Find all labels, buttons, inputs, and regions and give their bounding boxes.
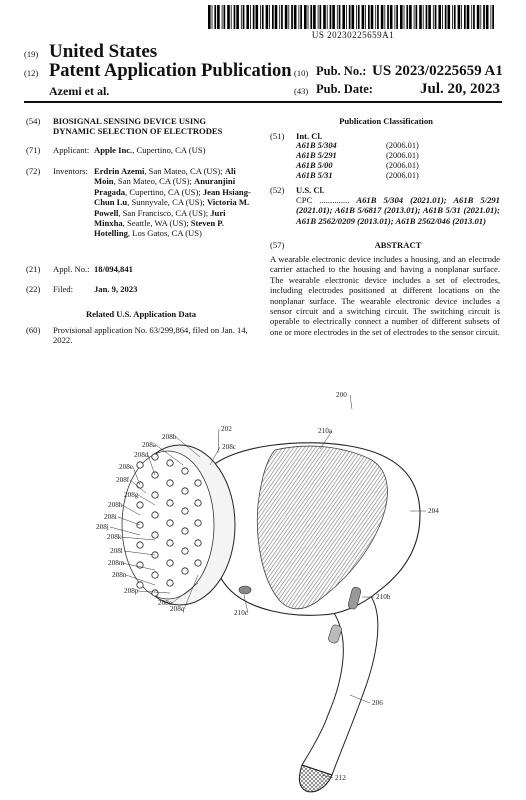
intcl-version: (2006.01) xyxy=(386,171,419,180)
barcode-bar xyxy=(275,5,278,29)
electrode-label-208j: 208j xyxy=(96,523,109,531)
electrode xyxy=(167,540,173,546)
code-10: (10) xyxy=(294,68,309,78)
barcode-bar xyxy=(358,5,360,29)
filed-code: (22) xyxy=(26,284,41,294)
electrode xyxy=(152,572,158,578)
electrode xyxy=(195,560,201,566)
barcode-bar xyxy=(227,5,230,29)
inventor-name: Juri Minxha xyxy=(94,207,226,229)
inventor-location: , Los Gatos, CA (US) xyxy=(127,228,202,239)
electrode xyxy=(152,532,158,538)
barcode-bar xyxy=(224,5,226,29)
barcode-bar xyxy=(272,5,274,29)
barcode-bar xyxy=(243,5,245,29)
barcode-bar xyxy=(236,5,239,29)
electrode-label-208e: 208e xyxy=(119,463,133,471)
barcode-bar xyxy=(342,5,345,29)
barcode-bar xyxy=(337,5,338,29)
barcode-bar xyxy=(362,5,365,29)
barcode-bar xyxy=(400,5,403,29)
barcode-bar xyxy=(246,5,249,29)
electrode-label-208l: 208l xyxy=(110,547,123,555)
barcode-bar xyxy=(473,5,475,29)
barcode-bar xyxy=(467,5,470,29)
abstract-heading: ABSTRACT xyxy=(374,240,422,250)
barcode-bar xyxy=(291,5,293,29)
barcode-bar xyxy=(323,5,326,29)
intcl-label: Int. Cl. xyxy=(296,131,323,141)
electrode xyxy=(182,528,188,534)
intcl-class: A61B 5/304 xyxy=(296,141,337,150)
barcode-bar xyxy=(352,5,355,29)
barcode-bar xyxy=(426,5,428,29)
cpc-block xyxy=(296,195,500,226)
pub-no: US 2023/0225659 A1 xyxy=(372,63,503,79)
barcode-bar xyxy=(492,5,494,29)
barcode-bar xyxy=(416,5,418,29)
barcode-bar xyxy=(288,5,289,29)
electrode xyxy=(152,590,158,596)
inventor-location: , San Mateo, CA (US); xyxy=(113,176,195,187)
inventor-location: , San Mateo, CA (US); xyxy=(144,166,225,176)
pub-date-label: Pub. Date: xyxy=(316,82,373,96)
electrode xyxy=(195,500,201,506)
inventor-name: Steven P. Hotelling xyxy=(94,218,224,239)
doc-type: Patent Application Publication xyxy=(49,61,292,81)
barcode-bar xyxy=(260,5,261,29)
appl-label: Appl. No.: xyxy=(53,264,90,274)
intcl-class: A61B 5/00 xyxy=(296,161,333,170)
barcode-bar xyxy=(304,5,307,29)
barcode-bar xyxy=(390,5,393,29)
intcl-row xyxy=(296,171,496,181)
prov-code: (60) xyxy=(26,325,41,335)
barcode-bar xyxy=(285,5,288,29)
ref-210c-label: 210c xyxy=(234,609,248,617)
filed-date: Jan. 9, 2023 xyxy=(94,284,138,294)
barcode-bar xyxy=(454,5,456,29)
electrode-label-208k: 208k xyxy=(107,533,122,541)
barcode-bar xyxy=(477,5,480,29)
intcl-version: (2006.01) xyxy=(386,161,419,170)
inventors-list xyxy=(94,166,254,239)
electrode-label-208g: 208g xyxy=(124,491,139,499)
barcode-bar xyxy=(241,5,242,29)
electrode-label-208c: 208c xyxy=(222,443,236,451)
barcode-bar xyxy=(212,5,213,29)
electrode-label-208q: 208q xyxy=(170,605,185,613)
intcl-version: (2006.01) xyxy=(386,151,419,160)
figure-drawing xyxy=(40,375,510,795)
barcode-bar xyxy=(486,5,489,29)
electrode xyxy=(182,488,188,494)
barcode-bar xyxy=(396,5,398,29)
invention-title: BIOSIGNAL SENSING DEVICE USING DYNAMIC SELECTION OF ELECTRODES xyxy=(53,116,223,137)
electrode-label-208d: 208d xyxy=(134,451,149,459)
title-code: (54) xyxy=(26,116,41,126)
barcode-bar xyxy=(419,5,422,29)
barcode-bar xyxy=(269,5,270,29)
inventor-location: , San Francisco, CA (US); xyxy=(118,207,211,218)
applicant xyxy=(94,145,254,155)
electrode xyxy=(182,508,188,514)
barcode-bar xyxy=(368,5,370,29)
inventor-name: Jean Hsiang-Chun Lu xyxy=(94,186,251,208)
barcode-bar xyxy=(404,5,405,29)
inventors-label: Inventors: xyxy=(53,166,88,176)
barcode-bar xyxy=(377,5,379,29)
cpc-label: CPC .............. xyxy=(296,195,350,205)
barcode-bar xyxy=(433,5,434,29)
barcode-bar xyxy=(435,5,437,29)
barcode-bar xyxy=(256,5,259,29)
inventor-name: Victoria M. Powell xyxy=(94,197,250,218)
related-heading: Related U.S. Application Data xyxy=(85,309,197,319)
barcode-bar xyxy=(356,5,357,29)
barcode-bar xyxy=(320,5,322,29)
barcode-bar xyxy=(442,5,443,29)
electrode xyxy=(195,540,201,546)
barcode-bar xyxy=(208,5,211,29)
intcl-table xyxy=(296,141,496,181)
code-19: (19) xyxy=(24,49,39,59)
barcode-bar xyxy=(448,5,451,29)
barcode-bar xyxy=(300,5,302,29)
pub-date: Jul. 20, 2023 xyxy=(420,81,501,97)
electrode xyxy=(137,502,143,508)
appl-no: 18/094,841 xyxy=(94,264,133,274)
applicant-name: Apple Inc. xyxy=(94,145,133,155)
barcode-bar xyxy=(491,5,492,29)
applicant-label: Applicant: xyxy=(53,145,90,155)
barcode-bar xyxy=(438,5,441,29)
intcl-row xyxy=(296,161,496,171)
barcode-bar xyxy=(375,5,376,29)
barcode-bar xyxy=(281,5,283,29)
intcl-class: A61B 5/291 xyxy=(296,151,337,160)
electrode-label-208o: 208o xyxy=(158,599,173,607)
barcode-bar xyxy=(327,5,328,29)
barcode-bar xyxy=(294,5,297,29)
intcl-row xyxy=(296,151,496,161)
uscl-code: (52) xyxy=(270,185,285,195)
barcode-bar xyxy=(384,5,385,29)
barcode-bar xyxy=(299,5,300,29)
barcode-number: US 20230225659A1 xyxy=(311,30,395,40)
barcode-bar xyxy=(428,5,431,29)
barcode-bar xyxy=(387,5,389,29)
barcode-bar xyxy=(250,5,251,29)
appl-code: (21) xyxy=(26,264,41,274)
barcode-bar xyxy=(346,5,347,29)
barcode-bar xyxy=(365,5,366,29)
ref-200-label: 200 xyxy=(336,391,347,399)
barcode-bar xyxy=(318,5,319,29)
barcode-bar xyxy=(452,5,453,29)
electrode-label-208n: 208n xyxy=(112,571,127,579)
electrode-label-208b: 208b xyxy=(162,433,177,441)
electrode-label-208a: 208a xyxy=(142,441,156,449)
ref-212-label: 212 xyxy=(335,774,346,782)
electrode-label-208h: 208h xyxy=(108,501,123,509)
barcode-bar xyxy=(349,5,351,29)
barcode-bar xyxy=(339,5,341,29)
inventor-location: , Sunnyvale, CA (US); xyxy=(127,197,207,208)
electrode xyxy=(167,580,173,586)
code-12: (12) xyxy=(24,68,39,78)
electrode-label-208i: 208i xyxy=(104,513,117,521)
applicant-location: , Cupertino, CA (US) xyxy=(132,145,206,155)
barcode-bar xyxy=(471,5,472,29)
cpc-text: A61B 5/304 (2021.01); A61B 5/291 (2021.01); A61B 5/6817 (2013.01); A61B 5/31 (2021.01); A61B 2562/0209 (2013.01); A61B 2562/046 (2013.01) xyxy=(296,195,500,226)
barcode-bar xyxy=(310,5,312,29)
electrode xyxy=(195,520,201,526)
barcode-bar xyxy=(266,5,269,29)
barcode-bar xyxy=(308,5,309,29)
electrode xyxy=(182,468,188,474)
pub-class-heading: Publication Classification xyxy=(339,116,433,126)
barcode-bar xyxy=(464,5,466,29)
barcode-bar xyxy=(313,5,316,29)
abstract-code: (57) xyxy=(270,240,285,250)
electrode-label-208f: 208f xyxy=(116,476,130,484)
code-43: (43) xyxy=(294,86,309,96)
inventors-code: (72) xyxy=(26,166,41,176)
electrode-label-208m: 208m xyxy=(108,559,125,567)
applicant-short: Azemi et al. xyxy=(49,84,110,98)
intcl-class: A61B 5/31 xyxy=(296,171,333,180)
barcode-bar xyxy=(409,5,412,29)
filed-label: Filed: xyxy=(53,284,74,294)
barcode-bar xyxy=(445,5,447,29)
inventor-name: Ali Moin xyxy=(94,166,236,187)
barcode-bar xyxy=(279,5,280,29)
uscl-label: U.S. Cl. xyxy=(296,185,325,195)
intcl-version: (2006.01) xyxy=(386,141,419,150)
ref-202-label: 202 xyxy=(221,425,232,433)
electrode xyxy=(182,568,188,574)
barcode-bar xyxy=(234,5,236,29)
inventor-name: Erdrin Azemi xyxy=(94,166,145,176)
inventor-location: , Seattle, WA (US); xyxy=(122,218,191,229)
barcode-bar xyxy=(381,5,384,29)
electrode xyxy=(152,492,158,498)
inventor-location: , Cupertino, CA (US); xyxy=(125,186,203,197)
applicant-code: (71) xyxy=(26,145,41,155)
electrode xyxy=(167,500,173,506)
barcode-bar xyxy=(217,5,220,29)
barcode-bar xyxy=(480,5,481,29)
barcode-bar xyxy=(214,5,216,29)
abstract-text: A wearable electronic device includes a housing, and an electrode carrier attached to the housing and having a nonplanar surface. The wearable electronic device includes a set of electrodes, including electrodes positioned at different locations on the nonplanar surface. The wearable electronic device includes a sensor circuit and a switching circuit. The switching circuit is operable to electrically connect a number of different subsets of one or more electrodes in the set of electrodes to the sensor circuit. xyxy=(270,254,500,337)
barcode-bar xyxy=(483,5,485,29)
electrode xyxy=(167,520,173,526)
electrode xyxy=(167,560,173,566)
barcode-bar xyxy=(330,5,332,29)
barcode-bar xyxy=(231,5,232,29)
electrode xyxy=(167,480,173,486)
electrode xyxy=(182,548,188,554)
header-rule xyxy=(24,101,502,103)
electrode xyxy=(195,480,201,486)
barcode-bar xyxy=(262,5,264,29)
ref-210a-label: 210a xyxy=(318,427,332,435)
barcode-bar xyxy=(253,5,255,29)
leader-line xyxy=(350,395,352,409)
barcode-bar xyxy=(371,5,374,29)
electrode xyxy=(152,512,158,518)
electrode xyxy=(167,460,173,466)
inventor-name: Anuranjini Pragada xyxy=(94,176,236,197)
barcode-bar xyxy=(406,5,408,29)
barcode-bar xyxy=(222,5,223,29)
barcode-bar xyxy=(458,5,461,29)
pub-no-label: Pub. No.: xyxy=(316,64,367,78)
country: United States xyxy=(49,41,158,62)
barcode-bar xyxy=(423,5,424,29)
barcode-bar xyxy=(332,5,335,29)
barcode-bar xyxy=(414,5,415,29)
ref-210b-label: 210b xyxy=(376,593,391,601)
electrode xyxy=(152,454,158,460)
barcode-bar xyxy=(461,5,462,29)
ref-206-label: 206 xyxy=(372,699,383,707)
barcode xyxy=(208,5,498,29)
barcode-bar xyxy=(395,5,396,29)
intcl-code: (51) xyxy=(270,131,285,141)
ref-204-label: 204 xyxy=(428,507,439,515)
electrode xyxy=(137,462,143,468)
electrode-label-208p: 208p xyxy=(124,587,139,595)
intcl-row xyxy=(296,141,496,151)
electrode xyxy=(137,542,143,548)
provisional-text: Provisional application No. 63/299,864, filed on Jan. 14, 2022. xyxy=(53,325,248,346)
